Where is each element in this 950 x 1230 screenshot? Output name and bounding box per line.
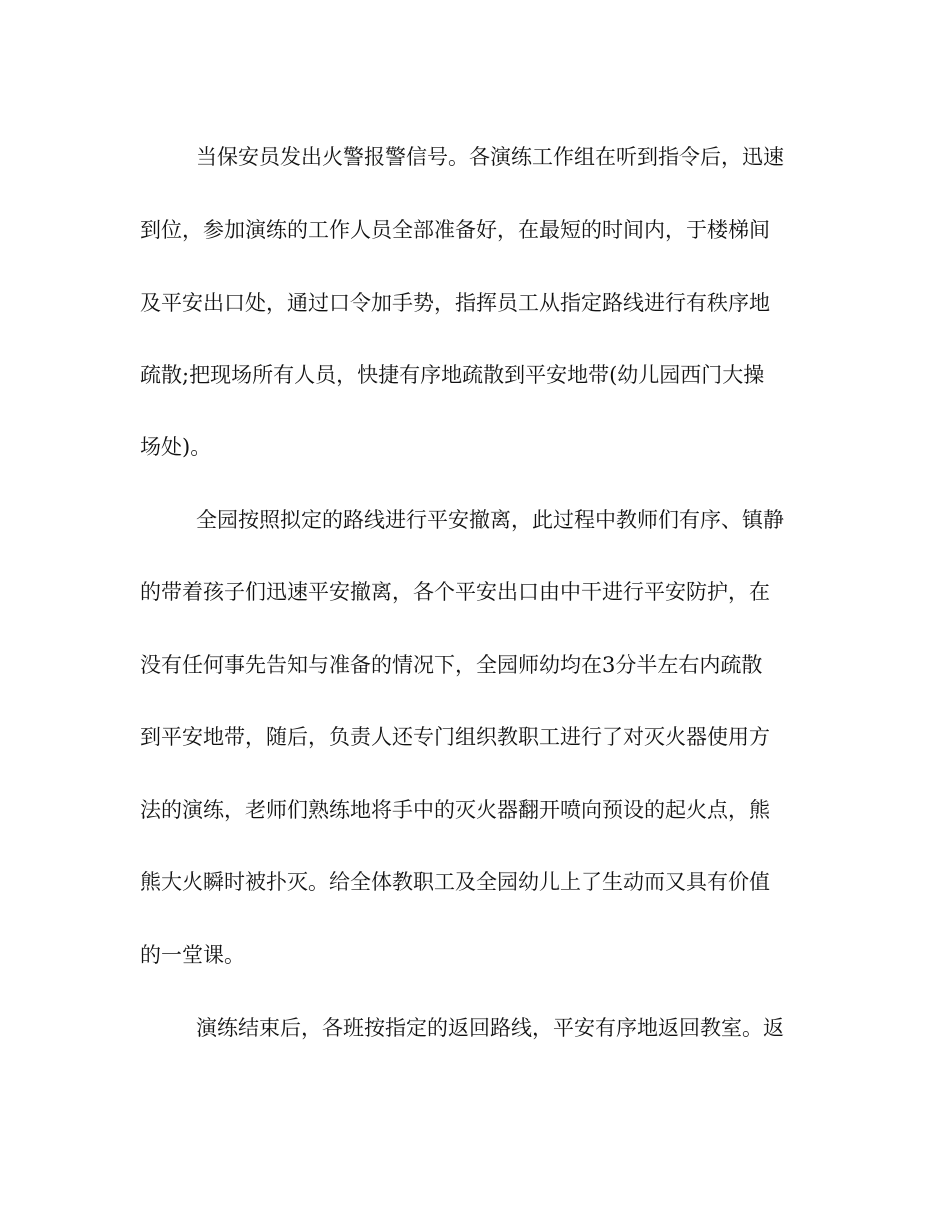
paragraph-2-line-3: 没有任何事先告知与准备的情况下，全园师幼均在3分半左右内疏散: [140, 653, 763, 677]
paragraph-2-line-2: 的带着孩子们迅速平安撤离，各个平安出口由中干进行平安防护，在: [140, 580, 770, 604]
paragraph-2-line-1: 全园按照拟定的路线进行平安撤离，此过程中教师们有序、镇静: [196, 508, 784, 532]
paragraph-1-line-5: 场处)。: [140, 435, 212, 459]
paragraph-2-line-7: 的一堂课。: [140, 943, 245, 967]
paragraph-1-line-3: 及平安出口处，通过口令加手势，指挥员工从指定路线进行有秩序地: [140, 291, 770, 315]
paragraph-1-line-2: 到位，参加演练的工作人员全部准备好，在最短的时间内，于楼梯间: [140, 218, 770, 242]
paragraph-1-line-4: 疏散;把现场所有人员，快捷有序地疏散到平安地带(幼儿园西门大操: [140, 363, 765, 387]
paragraph-2-line-6: 熊大火瞬时被扑灭。给全体教职工及全园幼儿上了生动而又具有价值: [140, 870, 770, 894]
paragraph-3-line-1: 演练结束后，各班按指定的返回路线，平安有序地返回教室。返: [196, 1016, 784, 1040]
paragraph-1-line-1: 当保安员发出火警报警信号。各演练工作组在听到指令后，迅速: [196, 145, 784, 169]
paragraph-2-line-4: 到平安地带，随后，负责人还专门组织教职工进行了对灭火器使用方: [140, 725, 770, 749]
paragraph-2-line-5: 法的演练，老师们熟练地将手中的灭火器翻开喷向预设的起火点，熊: [140, 798, 770, 822]
